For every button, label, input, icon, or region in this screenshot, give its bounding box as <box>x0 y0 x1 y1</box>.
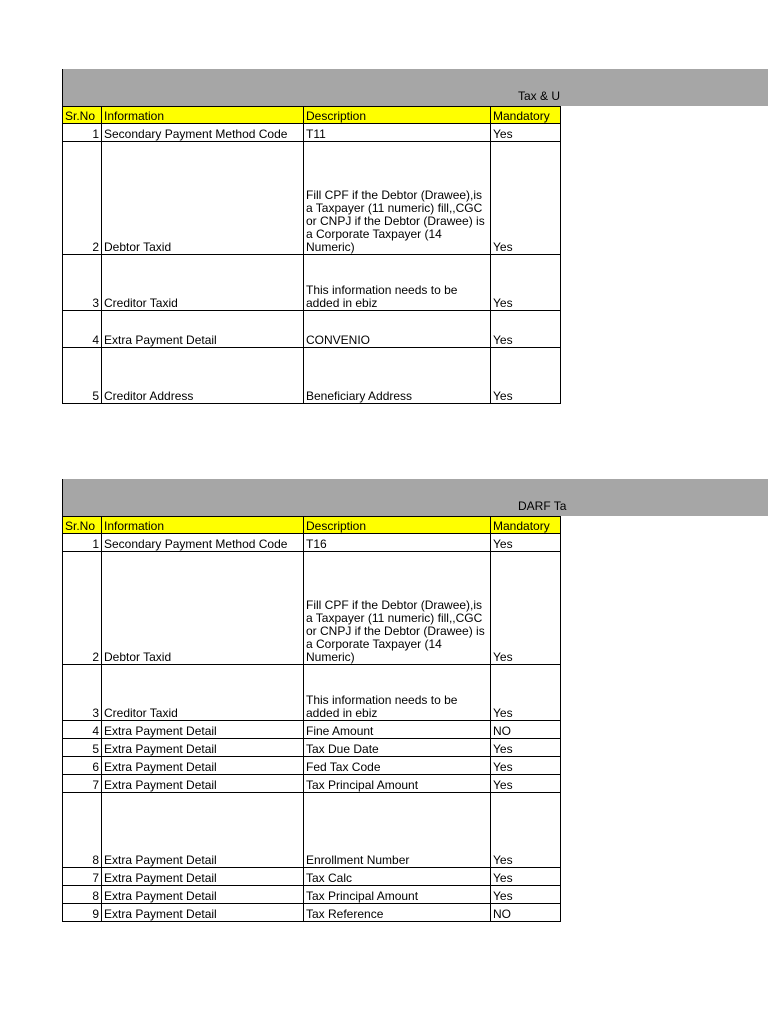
table-row <box>63 552 561 665</box>
cell-srno[interactable]: 1 <box>63 534 102 552</box>
cell-srno[interactable]: 3 <box>63 665 102 721</box>
cell-srno[interactable]: 4 <box>63 311 102 348</box>
table-row <box>63 886 561 904</box>
table-row <box>63 721 561 739</box>
cell-mandatory[interactable]: Yes <box>491 552 561 665</box>
header-srno[interactable]: Sr.No <box>63 107 102 124</box>
cell-description[interactable]: Tax Due Date <box>304 739 491 757</box>
cell-description[interactable]: This information needs to be added in ebiz <box>304 665 491 721</box>
cell-mandatory[interactable]: Yes <box>491 255 561 311</box>
header-description[interactable]: Description <box>304 107 491 124</box>
cell-mandatory[interactable]: Yes <box>491 793 561 868</box>
cell-srno[interactable]: 5 <box>63 348 102 404</box>
table-row <box>63 534 561 552</box>
cell-mandatory[interactable]: Yes <box>491 311 561 348</box>
header-mandatory[interactable]: Mandatory <box>491 517 561 534</box>
cell-srno[interactable]: 4 <box>63 721 102 739</box>
cell-description[interactable]: CONVENIO <box>304 311 491 348</box>
header-description[interactable]: Description <box>304 517 491 534</box>
table-row <box>63 348 561 404</box>
darf-table-section <box>62 479 768 922</box>
table-row <box>63 775 561 793</box>
cell-information[interactable]: Creditor Address <box>102 348 304 404</box>
cell-mandatory[interactable]: NO <box>491 721 561 739</box>
header-mandatory[interactable]: Mandatory <box>491 107 561 124</box>
cell-srno[interactable]: 9 <box>63 904 102 922</box>
cell-information[interactable]: Extra Payment Detail <box>102 757 304 775</box>
cell-srno[interactable]: 2 <box>63 142 102 255</box>
cell-information[interactable]: Extra Payment Detail <box>102 886 304 904</box>
cell-description[interactable]: Tax Principal Amount <box>304 775 491 793</box>
cell-mandatory[interactable]: Yes <box>491 775 561 793</box>
table-row <box>63 665 561 721</box>
table-title: Tax & U <box>518 89 561 103</box>
cell-srno[interactable]: 8 <box>63 886 102 904</box>
cell-mandatory[interactable]: Yes <box>491 886 561 904</box>
cell-information[interactable]: Extra Payment Detail <box>102 311 304 348</box>
cell-description[interactable]: This information needs to be added in ebiz <box>304 255 491 311</box>
tax-table <box>62 106 561 404</box>
cell-description[interactable]: Fed Tax Code <box>304 757 491 775</box>
cell-description[interactable]: Tax Reference <box>304 904 491 922</box>
cell-information[interactable]: Creditor Taxid <box>102 255 304 311</box>
cell-srno[interactable]: 3 <box>63 255 102 311</box>
cell-srno[interactable]: 6 <box>63 757 102 775</box>
header-srno[interactable]: Sr.No <box>63 517 102 534</box>
cell-mandatory[interactable]: NO <box>491 904 561 922</box>
cell-description[interactable]: Tax Calc <box>304 868 491 886</box>
table-banner <box>62 69 768 106</box>
cell-information[interactable]: Extra Payment Detail <box>102 793 304 868</box>
cell-information[interactable]: Extra Payment Detail <box>102 739 304 757</box>
table-row <box>63 868 561 886</box>
cell-srno[interactable]: 2 <box>63 552 102 665</box>
table-banner <box>62 479 768 516</box>
header-row <box>63 517 561 534</box>
cell-information[interactable]: Creditor Taxid <box>102 665 304 721</box>
cell-information[interactable]: Secondary Payment Method Code <box>102 534 304 552</box>
cell-mandatory[interactable]: Yes <box>491 739 561 757</box>
cell-information[interactable]: Debtor Taxid <box>102 142 304 255</box>
cell-description[interactable]: Beneficiary Address <box>304 348 491 404</box>
cell-srno[interactable]: 7 <box>63 868 102 886</box>
header-information[interactable]: Information <box>102 107 304 124</box>
cell-description[interactable]: Tax Principal Amount <box>304 886 491 904</box>
table-row <box>63 793 561 868</box>
cell-mandatory[interactable]: Yes <box>491 665 561 721</box>
header-information[interactable]: Information <box>102 517 304 534</box>
cell-mandatory[interactable]: Yes <box>491 534 561 552</box>
cell-mandatory[interactable]: Yes <box>491 124 561 142</box>
cell-description[interactable]: T16 <box>304 534 491 552</box>
cell-description[interactable]: Fill CPF if the Debtor (Drawee),is a Taxpayer (11 numeric) fill,,CGC or CNPJ if the Debtor (Drawee) is a Corporate Taxpayer (14 Numeric) <box>304 552 491 665</box>
table-row <box>63 142 561 255</box>
cell-information[interactable]: Extra Payment Detail <box>102 868 304 886</box>
cell-information[interactable]: Secondary Payment Method Code <box>102 124 304 142</box>
table-row <box>63 255 561 311</box>
cell-srno[interactable]: 5 <box>63 739 102 757</box>
cell-srno[interactable]: 7 <box>63 775 102 793</box>
cell-srno[interactable]: 8 <box>63 793 102 868</box>
table-row <box>63 757 561 775</box>
darf-table <box>62 516 561 922</box>
cell-description[interactable]: Fill CPF if the Debtor (Drawee),is a Taxpayer (11 numeric) fill,,CGC or CNPJ if the Debtor (Drawee) is a Corporate Taxpayer (14 Numeric) <box>304 142 491 255</box>
table-row <box>63 904 561 922</box>
cell-information[interactable]: Debtor Taxid <box>102 552 304 665</box>
table-row <box>63 311 561 348</box>
cell-mandatory[interactable]: Yes <box>491 348 561 404</box>
table-title: DARF Ta <box>518 499 567 513</box>
cell-information[interactable]: Extra Payment Detail <box>102 904 304 922</box>
cell-information[interactable]: Extra Payment Detail <box>102 721 304 739</box>
table-row <box>63 739 561 757</box>
header-row <box>63 107 561 124</box>
cell-description[interactable]: T11 <box>304 124 491 142</box>
cell-srno[interactable]: 1 <box>63 124 102 142</box>
cell-description[interactable]: Fine Amount <box>304 721 491 739</box>
cell-mandatory[interactable]: Yes <box>491 868 561 886</box>
tax-table-section <box>62 69 768 404</box>
table-row <box>63 124 561 142</box>
cell-mandatory[interactable]: Yes <box>491 142 561 255</box>
cell-mandatory[interactable]: Yes <box>491 757 561 775</box>
cell-description[interactable]: Enrollment Number <box>304 793 491 868</box>
cell-information[interactable]: Extra Payment Detail <box>102 775 304 793</box>
